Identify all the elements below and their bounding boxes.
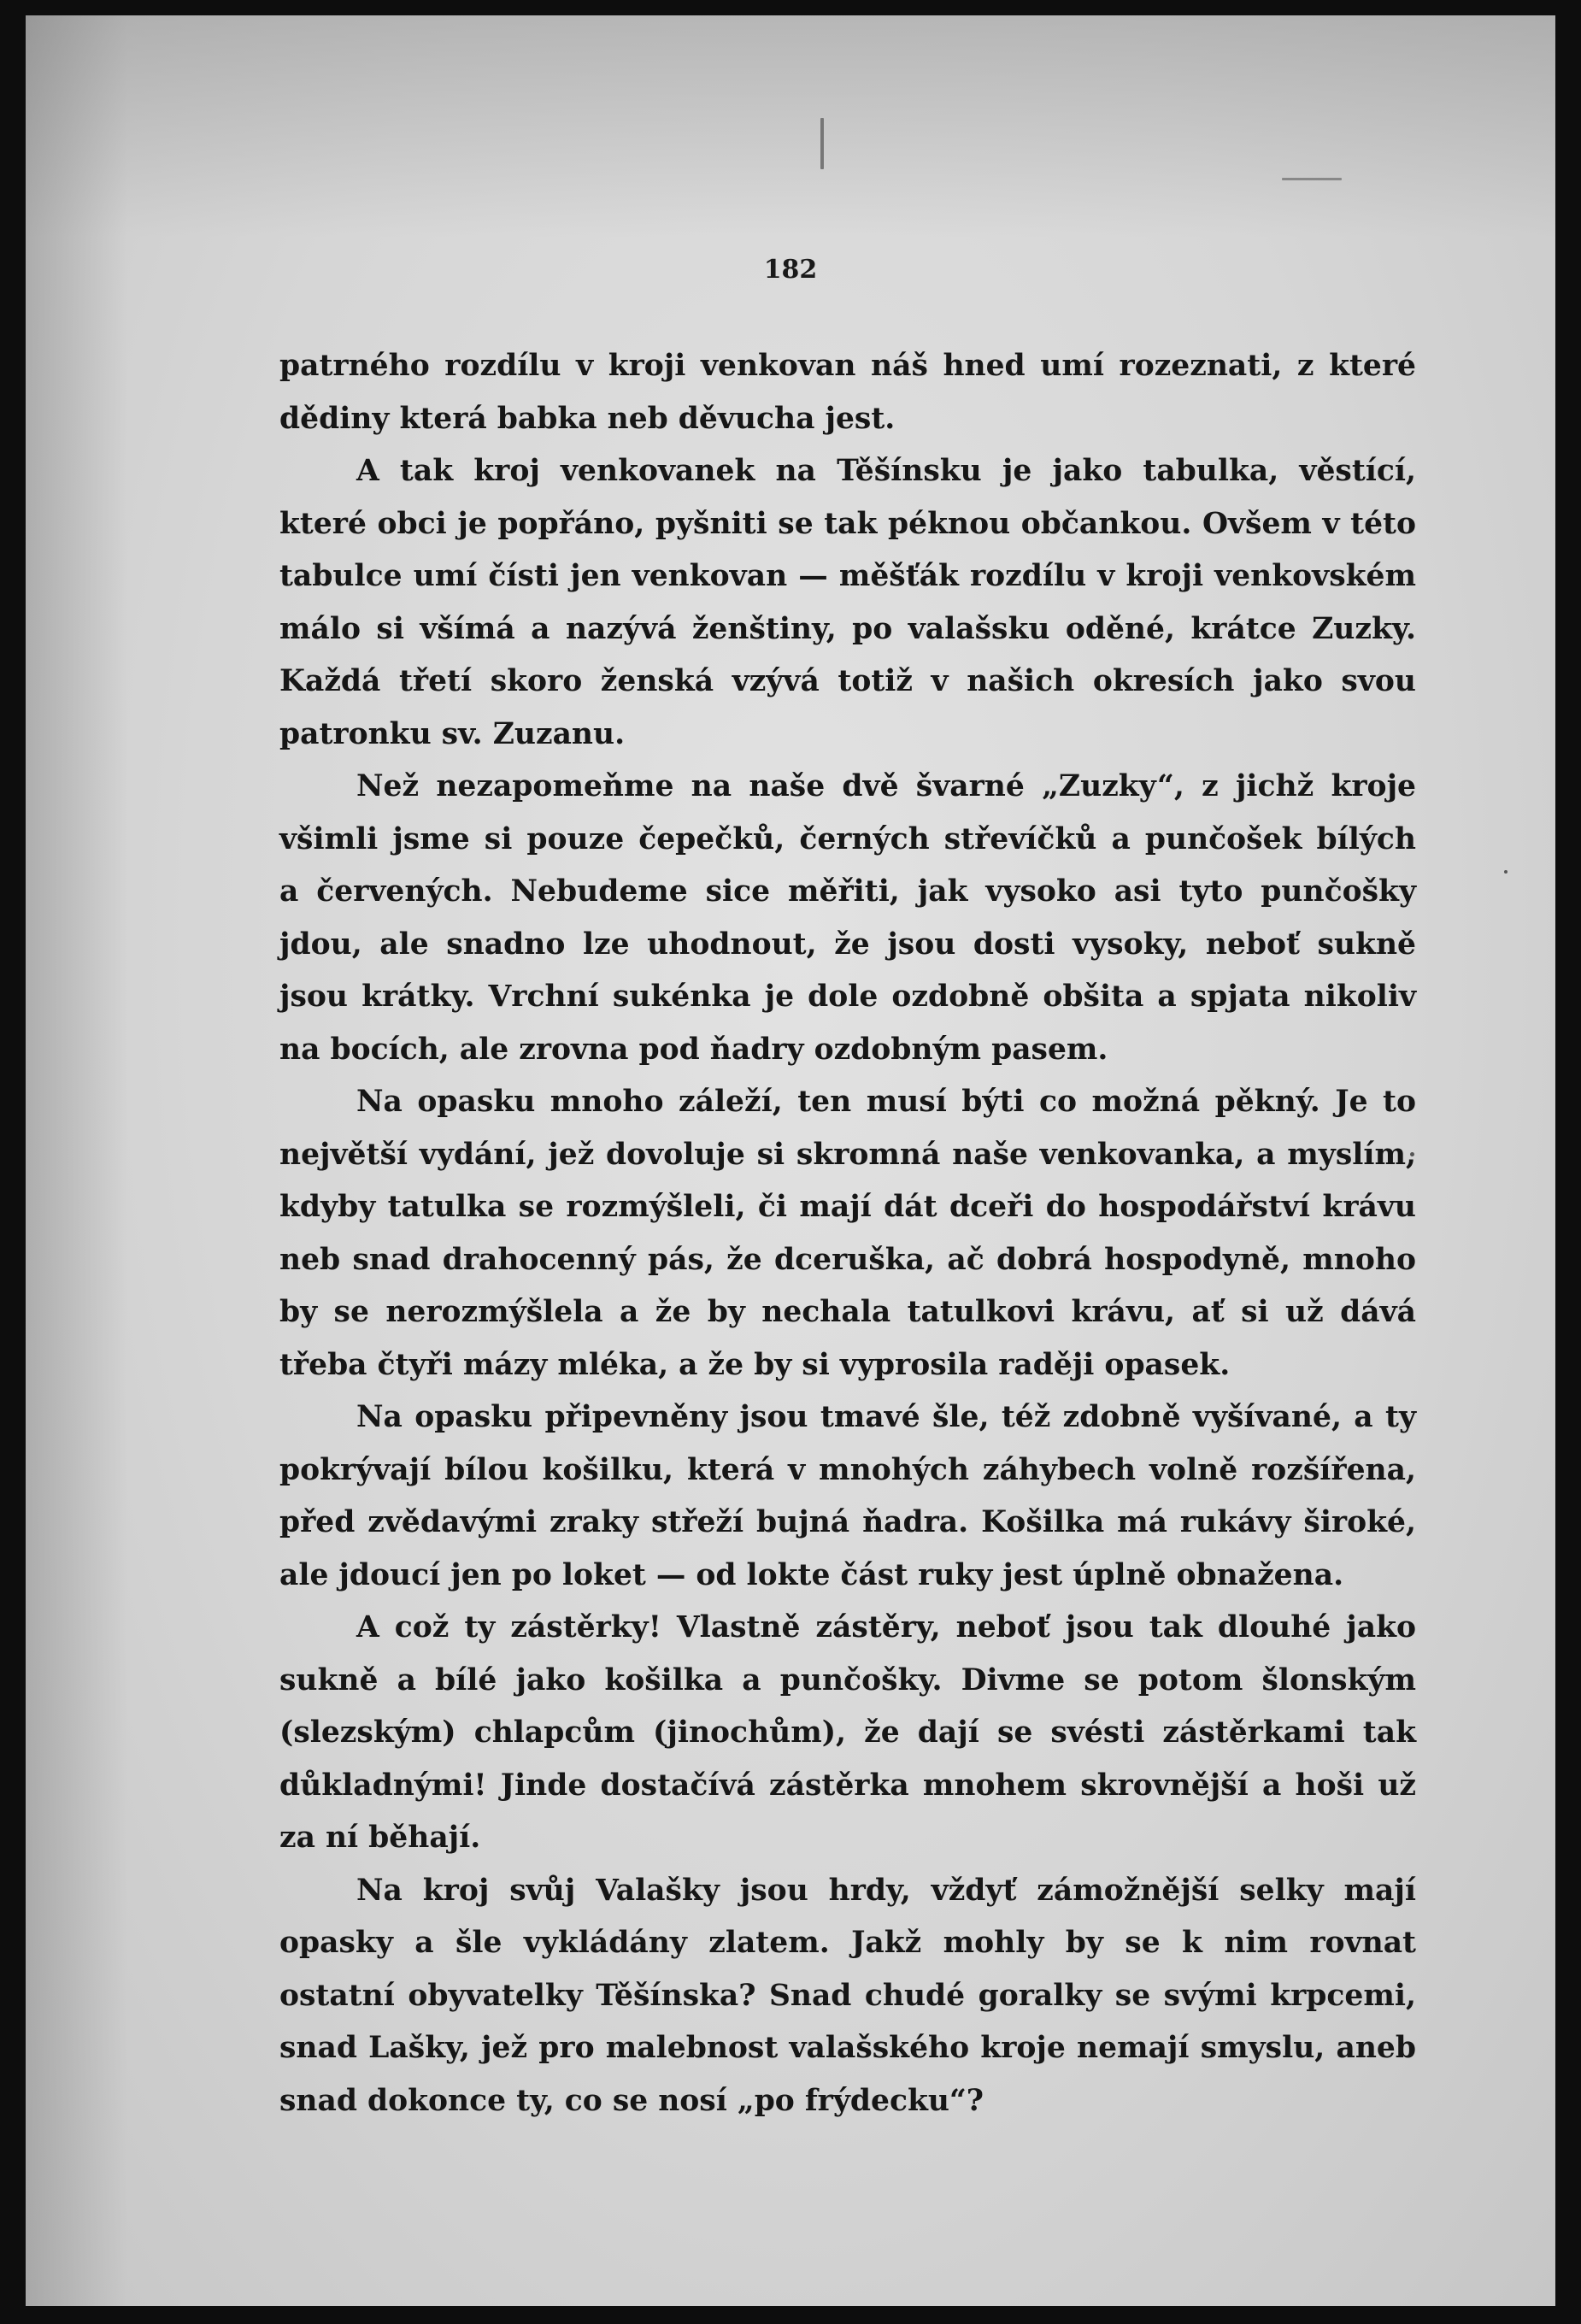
text-line: na bocích, ale zrovna pod ňadry ozdobným pasem. (279, 1032, 1108, 1067)
paragraph (279, 1076, 1416, 1391)
body-text (279, 340, 1416, 2127)
text-line: kdyby tatulka se rozmýšleli, či mají dát dceři do hospodářství krávu (279, 1190, 1416, 1224)
paragraph (279, 445, 1416, 761)
text-line: za ní běhají. (279, 1821, 481, 1855)
text-line: třeba čtyři mázy mléka, a že by si vyprosila raději opasek. (279, 1347, 1231, 1382)
paragraph (279, 340, 1416, 445)
text-line: A tak kroj venkovanek na Těšínsku je jako tabulka, věstící, (356, 454, 1416, 488)
text-line: jsou krátky. Vrchní sukénka je dole ozdobně obšita a spjata nikoliv (279, 980, 1416, 1014)
text-line: všimli jsme si pouze čepečků, černých střevíčků a punčošek bílých (279, 821, 1416, 856)
text-line: dědiny která babka neb děvucha jest. (279, 401, 896, 436)
paragraph (279, 1602, 1416, 1865)
text-line: patrného rozdílu v kroji venkovan náš hned umí rozeznati, z které (279, 349, 1416, 383)
text-line: pokrývají bílou košilku, která v mnohých záhybech volně rozšířena, (279, 1452, 1416, 1487)
text-line: ale jdoucí jen po loket — od lokte část ruky jest úplně obnažena. (279, 1557, 1344, 1592)
paper-speck (820, 118, 824, 169)
text-line: sukně a bílé jako košilka a punčošky. Divme se potom šlonským (279, 1662, 1416, 1697)
text-line: neb snad drahocenný pás, že dceruška, ač dobrá hospodyně, mnoho (279, 1242, 1416, 1277)
text-line: které obci je popřáno, pyšniti se tak péknou občankou. Ovšem v této (279, 506, 1416, 541)
paragraph (279, 1391, 1416, 1602)
page-number: 182 (763, 255, 818, 285)
text-line: snad Lašky, jež pro malebnost valašského kroje nemají smyslu, aneb (279, 2031, 1416, 2065)
text-line: málo si všímá a nazývá ženštiny, po valašsku oděné, krátce Zuzky. (279, 611, 1416, 646)
text-line: jdou, ale snadno lze uhodnout, že jsou dosti vysoky, neboť sukně (279, 927, 1416, 962)
text-line: tabulce umí čísti jen venkovan — měšťák rozdílu v kroji venkovském (279, 559, 1416, 593)
paper-speck (1282, 178, 1342, 180)
text-line: před zvědavými zraky střeží bujná ňadra. Košilka má rukávy široké, (279, 1505, 1416, 1539)
paragraph (279, 761, 1416, 1076)
text-line: Na opasku připevněny jsou tmavé šle, též zdobně vyšívané, a ty (356, 1400, 1416, 1434)
text-line: důkladnými! Jinde dostačívá zástěrka mnohem skrovnější a hoši už (279, 1768, 1416, 1803)
text-line: patronku sv. Zuzanu. (279, 716, 626, 751)
text-line: snad dokonce ty, co se nosí „po frýdecku“? (279, 2083, 984, 2118)
text-line: Na opasku mnoho záleží, ten musí býti co možná pěkný. Je to (356, 1085, 1416, 1119)
text-line: opasky a šle vykládány zlatem. Jakž mohly by se k nim rovnat (279, 1926, 1416, 1960)
paragraph (279, 1865, 1416, 2128)
text-line: Na kroj svůj Valašky jsou hrdy, vždyť zámožnější selky mají (356, 1873, 1416, 1908)
paper-speck (1504, 870, 1508, 874)
book-page (26, 15, 1555, 2306)
text-line: největší vydání, jež dovoluje si skromná naše venkovanka, a myslím, (279, 1137, 1416, 1172)
text-line: Než nezapomeňme na naše dvě švarné „Zuzky“, z jichž kroje (356, 769, 1416, 803)
text-line: by se nerozmýšlela a že by nechala tatulkovi krávu, ať si už dává (279, 1295, 1416, 1329)
text-line: (slezským) chlapcům (jinochům), že dají se svésti zástěrkami tak (279, 1715, 1416, 1750)
text-line: ostatní obyvatelky Těšínska? Snad chudé goralky se svými krpcemi, (279, 1978, 1416, 2013)
text-line: a červených. Nebudeme sice měřiti, jak vysoko asi tyto punčošky (279, 874, 1416, 909)
text-line: A což ty zástěrky! Vlastně zástěry, neboť jsou tak dlouhé jako (356, 1610, 1416, 1644)
text-line: Každá třetí skoro ženská vzývá totiž v našich okresích jako svou (279, 664, 1416, 698)
